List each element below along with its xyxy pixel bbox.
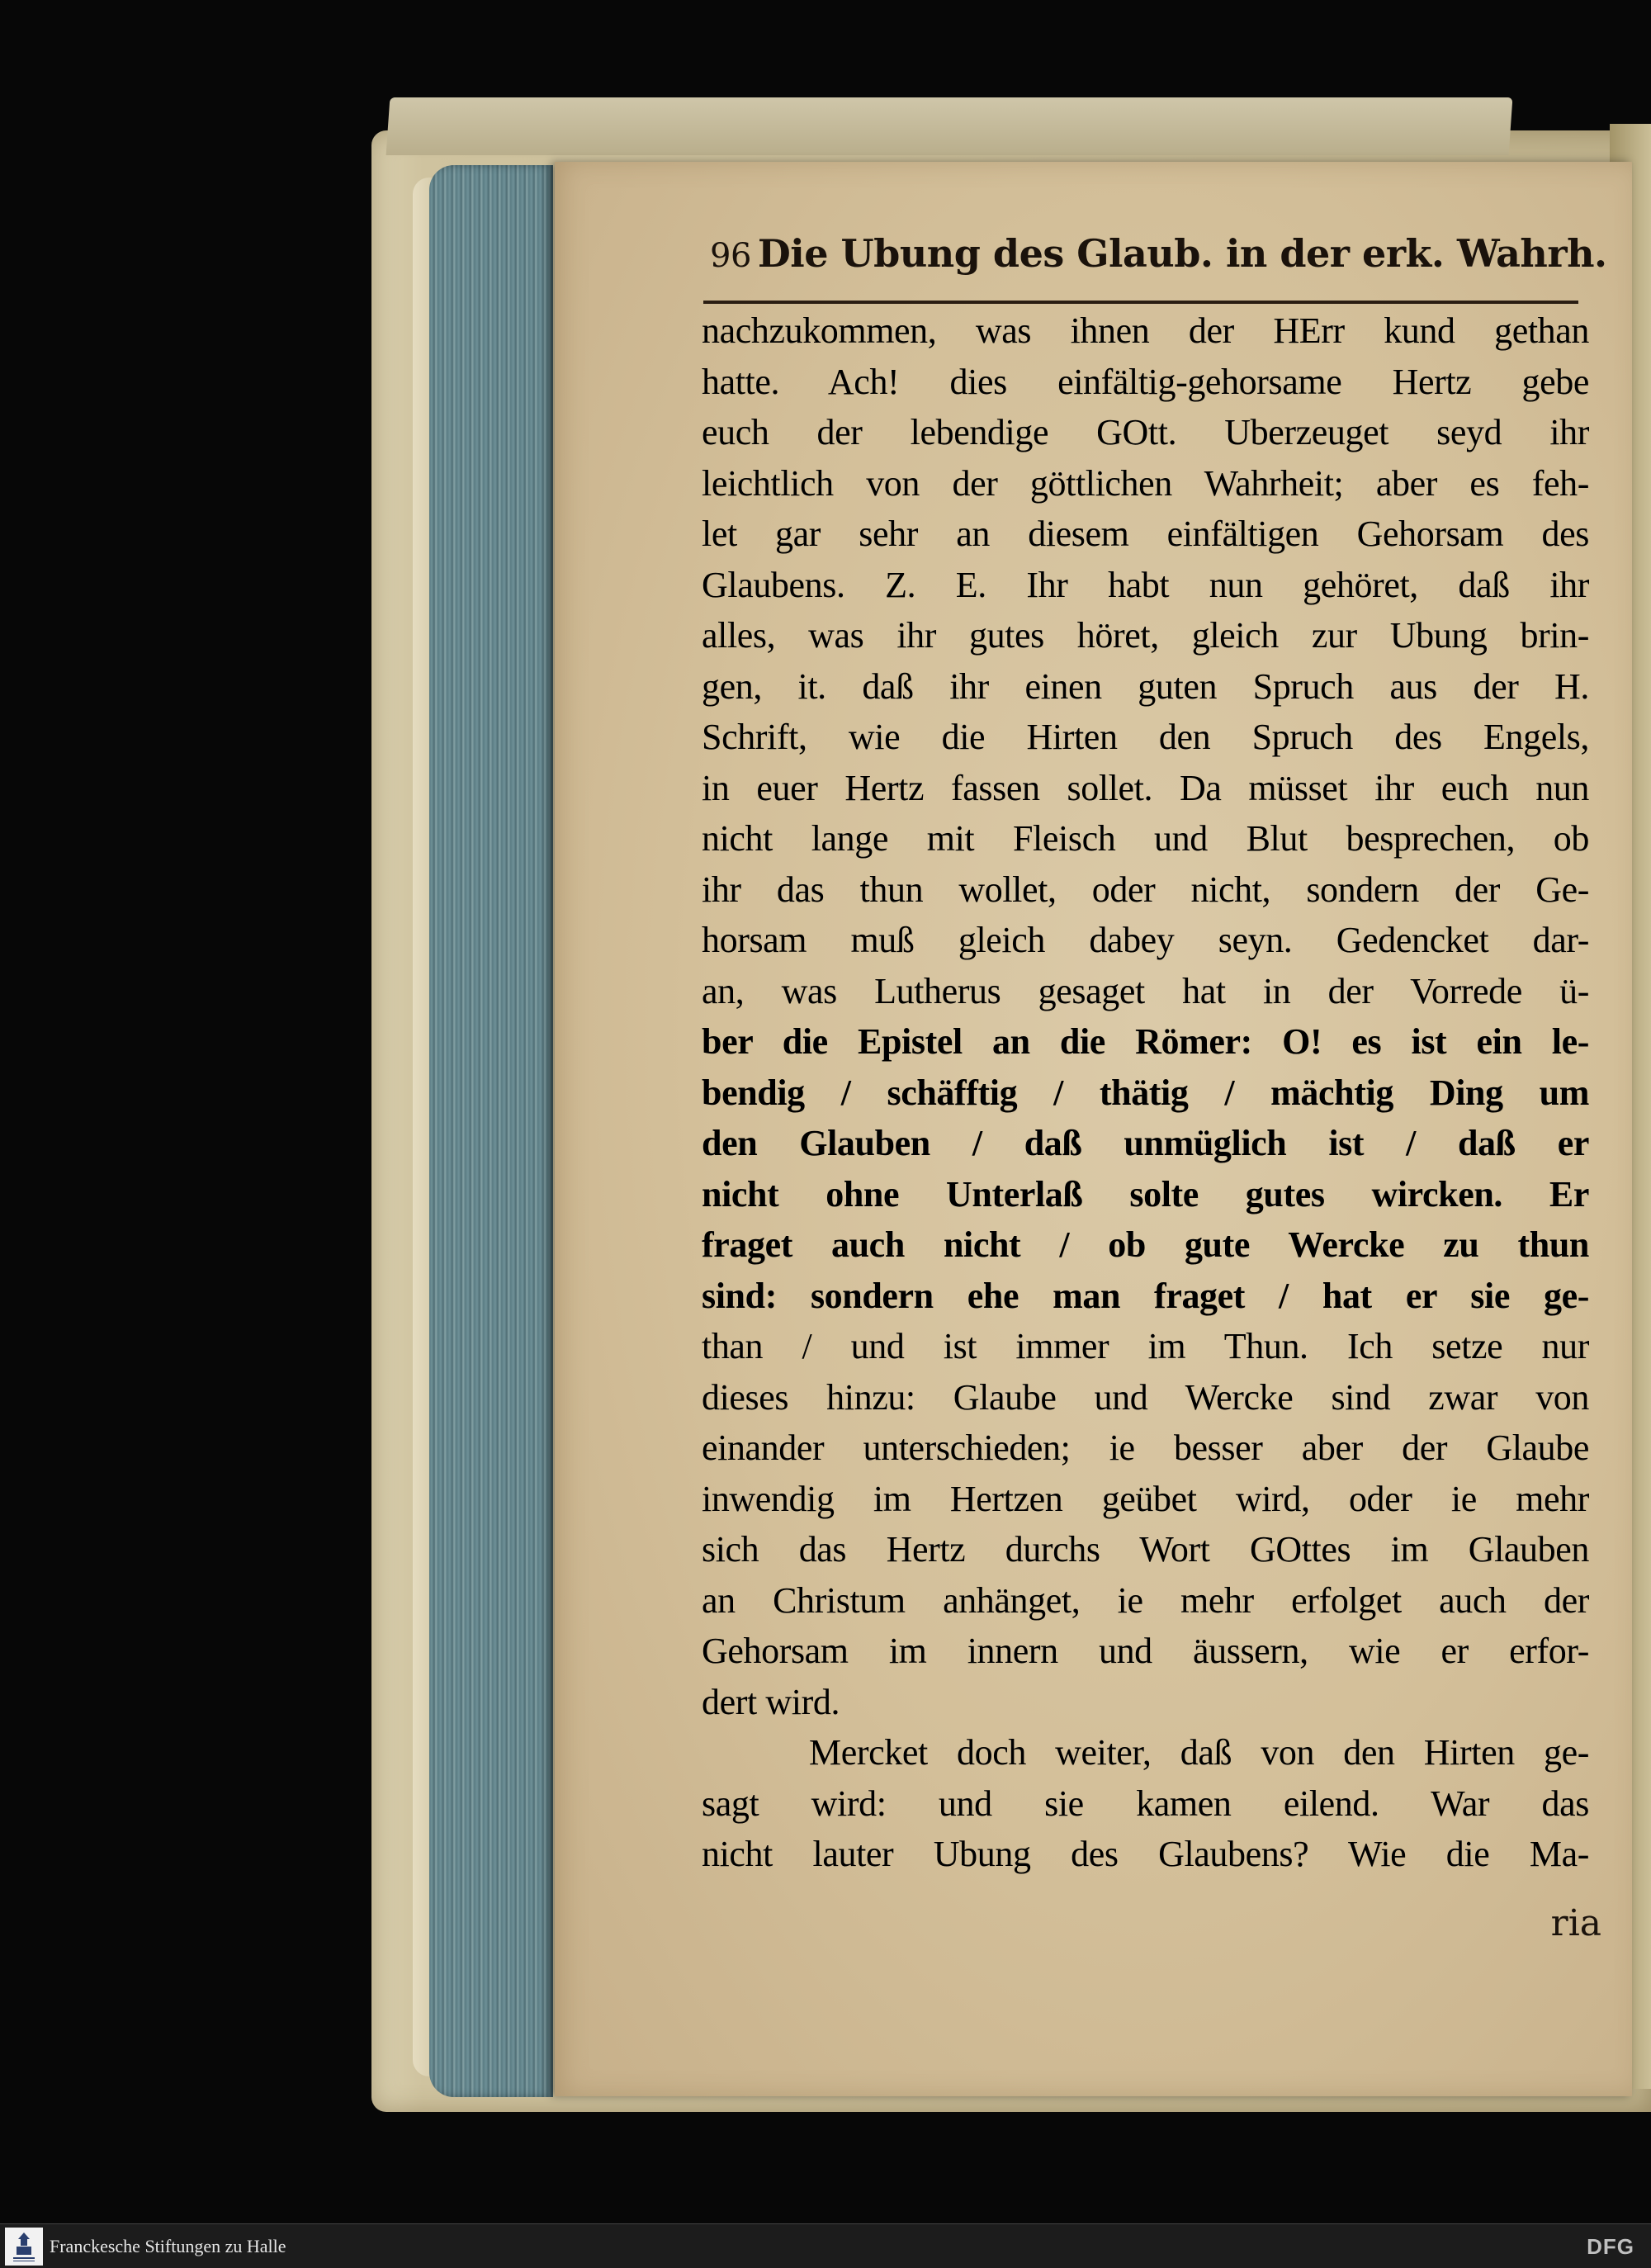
text-line: sagt wird: und sie kamen eilend. War das xyxy=(702,1783,1589,1824)
text-line: gen, it. daß ihr einen guten Spruch aus der H. xyxy=(702,665,1589,707)
page-number: 96 xyxy=(710,237,751,275)
catchword: ria xyxy=(1550,1902,1601,1944)
text-line: inwendig im Hertzen geübet wird, oder ie mehr xyxy=(702,1478,1589,1519)
page-edges xyxy=(429,165,553,2097)
text-line: hatte. Ach! dies einfältig-gehorsame Hertz gebe xyxy=(702,361,1589,402)
body-text xyxy=(702,305,1589,1880)
running-head xyxy=(710,225,1618,282)
funder-logo[interactable]: DFG xyxy=(1587,2234,1634,2259)
text-line-quote: fraget auch nicht / ob gute Wercke zu thun xyxy=(702,1224,1589,1265)
institution-name[interactable]: Franckesche Stiftungen zu Halle xyxy=(50,2236,286,2256)
institution-logo-icon[interactable] xyxy=(5,2228,43,2266)
text-line-quote: bendig / schäfftig / thätig / mächtig Ding um xyxy=(702,1072,1589,1113)
head-rule xyxy=(703,301,1578,304)
text-line-quote: den Glauben / daß unmüglich ist / daß er xyxy=(702,1123,1589,1163)
text-line-quote: sind: sondern ehe man fraget / hat er sie ge- xyxy=(702,1275,1589,1316)
running-head-title: Die Ubung des Glaub. in der erk. Wahrh. xyxy=(757,231,1607,276)
text-line: Gehorsam im innern und äussern, wie er erfor- xyxy=(702,1631,1589,1671)
text-line: let gar sehr an diesem einfältigen Gehorsam des xyxy=(702,514,1589,554)
text-line: nicht lange mit Fleisch und Blut besprechen, ob xyxy=(702,818,1589,859)
text-line: alles, was ihr gutes höret, gleich zur Ubung brin- xyxy=(702,615,1589,656)
text-line: in euer Hertz fassen sollet. Da müsset ihr euch nun xyxy=(702,767,1589,808)
text-line: dert wird. xyxy=(702,1681,840,1722)
text-line: leichtlich von der göttlichen Wahrheit; aber es feh- xyxy=(702,462,1589,504)
text-line: nicht lauter Ubung des Glaubens? Wie die Ma- xyxy=(702,1834,1589,1874)
text-line-quote: nicht ohne Unterlaß solte gutes wircken. Er xyxy=(702,1173,1589,1214)
book-cover-top-edge xyxy=(386,97,1513,155)
text-line: horsam muß gleich dabey seyn. Gedencket dar- xyxy=(702,920,1589,960)
footer-bar xyxy=(0,2223,1651,2268)
text-line: Schrift, wie die Hirten den Spruch des Engels, xyxy=(702,717,1589,757)
text-line: ihr das thun wollet, oder nicht, sondern der Ge- xyxy=(702,869,1589,910)
text-line-paragraph-start: Mercket doch weiter, daß von den Hirten ge- xyxy=(809,1732,1589,1773)
text-line: an Christum anhänget, ie mehr erfolget auch der xyxy=(702,1579,1589,1621)
text-line: nachzukommen, was ihnen der HErr kund gethan xyxy=(702,310,1589,351)
text-line: than / und ist immer im Thun. Ich setze nur xyxy=(702,1326,1589,1366)
text-line: euch der lebendige GOtt. Uberzeuget seyd ihr xyxy=(702,412,1589,452)
text-line: sich das Hertz durchs Wort GOttes im Glauben xyxy=(702,1529,1589,1570)
text-line: an, was Lutherus gesaget hat in der Vorrede ü- xyxy=(702,970,1589,1011)
text-line: dieses hinzu: Glaube und Wercke sind zwar von xyxy=(702,1376,1589,1418)
text-line: einander unterschieden; ie besser aber der Glaube xyxy=(702,1428,1589,1468)
text-line-quote: ber die Epistel an die Römer: O! es ist ein le- xyxy=(702,1021,1589,1062)
text-line: Glaubens. Z. E. Ihr habt nun gehöret, daß ihr xyxy=(702,564,1589,605)
